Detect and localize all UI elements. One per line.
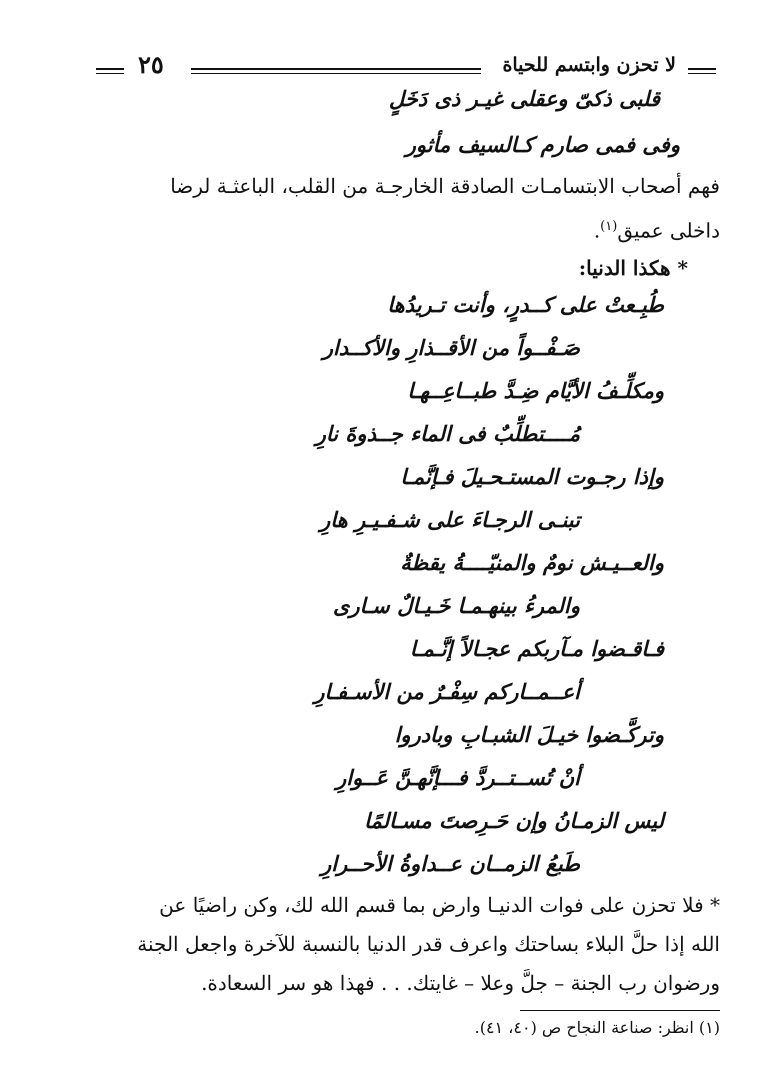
paragraph-line: * فلا تحزن على فوات الدنيـا وارض بما قسم الله لك، وكن راضيًا عن (159, 893, 720, 917)
header-ornament-left (96, 68, 124, 70)
paragraph-text: داخلى عميق (617, 218, 720, 243)
poem-line: أعــمــاركم سِفْـرٌ من الأسـفـارِ (314, 679, 580, 704)
poem-line: ليس الزمـانُ وإن حَـرِصتَ مسـالمًا (364, 808, 664, 833)
paragraph-line (594, 212, 720, 246)
poem-line: طُبِـعتْ على كــدرٍ، وأنت تـريدُها (387, 292, 664, 317)
footnote-ref: (١) (600, 219, 618, 234)
running-title: لا تحزن وابتسم للحياة (502, 54, 676, 76)
poem-line: والمرءُ بينهـمـا خَـيـالٌ سـارى (333, 593, 580, 618)
poem-line: أنْ تُســتــردَّ فـــإنَّهـنَّ عَــوارِ (336, 765, 580, 790)
footnote-rule (520, 1010, 720, 1011)
page-header (96, 52, 716, 82)
verse-line: وفى فمى صارم كـالسيف مأثور (405, 132, 680, 157)
poem-line: وإذا رجـوت المستـحـيلَ فـإنَّمـا (400, 464, 664, 489)
poem-line: والعــيـش نومٌ والمنيّــــةُ يقظةٌ (400, 550, 664, 575)
paragraph-line: الله إذا حلَّ البلاء بساحتك واعرف قدر الدنيا بالنسبة للآخرة واجعل الجنة (137, 932, 720, 956)
paragraph-line: ورضوان رب الجنة – جلَّ وعلا – غايتك. . . فهذا هو سر السعادة. (201, 971, 720, 995)
poem-line: ومكلِّـفُ الأيَّام ضِـدَّ طبــاعِــهـا (407, 378, 664, 403)
section-heading: * هكذا الدنيا: (578, 256, 688, 280)
verse-line: قلبى ذكىّ وعقلى غيـر ذى دَخَلٍ (388, 86, 660, 111)
poem-line: مُــــتطلِّبٌ فى الماء جــذوةَ نارِ (315, 421, 580, 446)
poem-line: صَـفْــواً من الأقــذارِ والأكــدار (322, 335, 580, 360)
poem-line: وتركَّـضوا خيـلَ الشبـابِ وبادروا (394, 722, 664, 747)
footnote: (١) انظر: صناعة النجاح ص (٤٠، ٤١). (474, 1018, 720, 1037)
paragraph-punct: . (593, 218, 601, 243)
poem-line: فـاقـضوا مـآربكم عجـالاً إنَّـمـا (409, 636, 664, 661)
poem-line: تبنـى الرجـاءَ على شـفـيـرِ هارِ (320, 507, 580, 532)
header-rule (191, 68, 481, 70)
paragraph-line: فهم أصحاب الابتسامـات الصادقة الخارجـة من القلب، الباعثـة لرضا (170, 174, 720, 198)
page-number: ٢٥ (138, 50, 164, 79)
header-ornament-right (688, 68, 716, 70)
poem-line: طَبعُ الزمــان عــداوةُ الأحــرارِ (321, 851, 580, 876)
